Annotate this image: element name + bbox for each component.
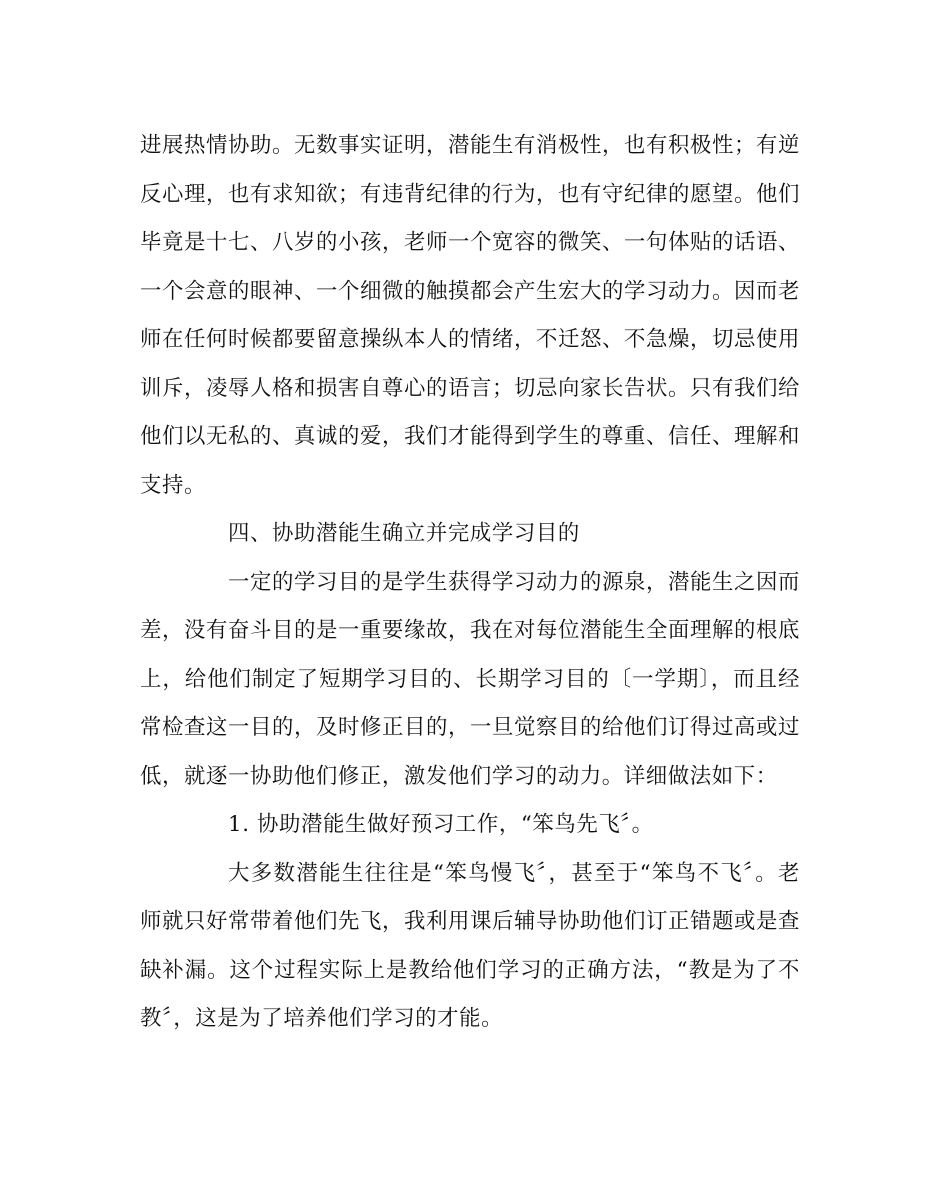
list-item-heading: 1. 协助潜能生做好预习工作，“笨鸟先飞〞。 [228,812,654,837]
paragraph-continuation: 进展热情协助。无数事实证明，潜能生有消极性，也有积极性；有逆反心理，也有求知欲；有违背纪律的行为，也有守纪律的愿望。他们毕竟是十七、八岁的小孩，老师一个宽容的微笑、一句体贴的话语、一个会意的眼神、一个细微的触摸都会产生宏大的学习动力。因而老师在任何时候都要留意操纵本人的情绪，不迁怒、不急燥，切忌使用训斥，凌辱人格和损害自尊心的语言；切忌向家长告状。只有我们给他们以无私的、真诚的爱，我们才能得到学生的尊重、信任、理解和支持。 [140,133,800,498]
paragraph-learning-goals: 一定的学习目的是学生获得学习动力的源泉，潜能生之因而差，没有奋斗目的是一重要缘故，我在对每位潜能生全面理解的根底上，给他们制定了短期学习目的、长期学习目的〔一学期〕，而且经常检查这一目的，及时修正目的，一旦觉察目的给他们订得过高或过低，就逐一协助他们修正，激发他们学习的动力。详细做法如下： [140,569,800,789]
section-heading: 四、协助潜能生确立并完成学习目的 [228,521,580,546]
document-body [140,122,800,1044]
paragraph-slow-birds: 大多数潜能生往往是“笨鸟慢飞〞，甚至于“笨鸟不飞〞。老师就只好常带着他们先飞，我利用课后辅导协助他们订正错题或是查缺补漏。这个过程实际上是教给他们学习的正确方法，“教是为了不教〞，这是为了培养他们学习的才能。 [140,860,800,1031]
